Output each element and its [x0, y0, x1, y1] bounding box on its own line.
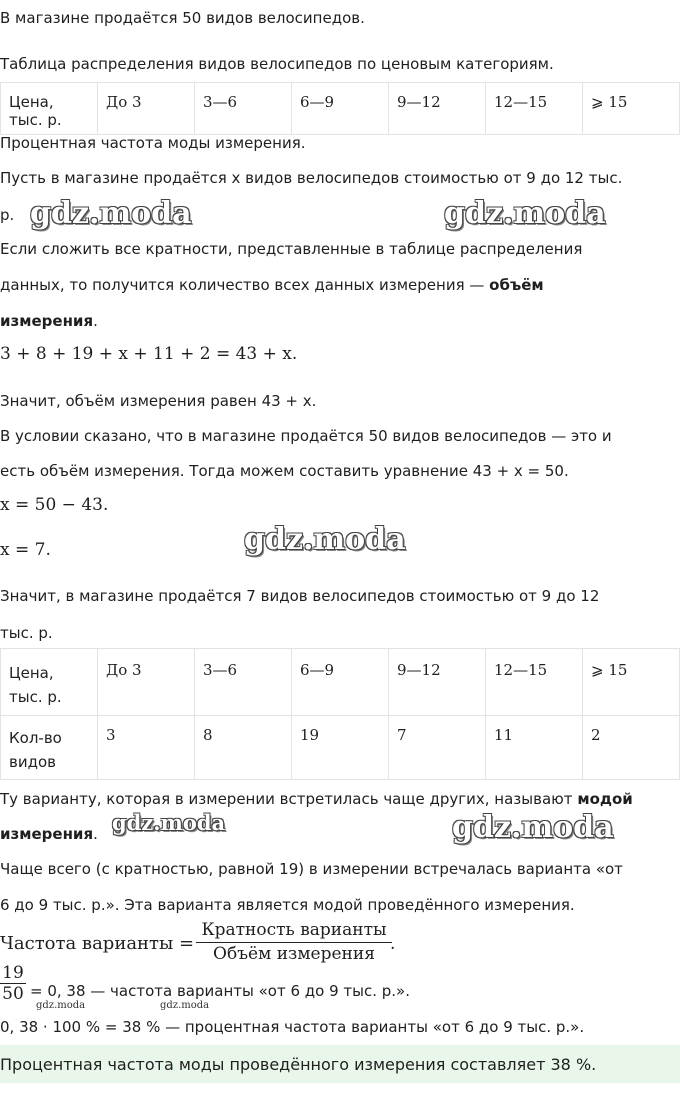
watermark-small: gdz.moda [36, 1000, 86, 1011]
paragraph-3: Значит, объём измерения равен 43 + x. [0, 392, 317, 410]
table-1-wrapper [0, 82, 680, 129]
table-2-header-cell: ⩾ 15 [583, 649, 680, 716]
paragraph-5-line-1: Значит, в магазине продаётся 7 видов велосипедов стоимостью от 9 до 12 [0, 587, 600, 605]
paragraph-6-line-1 [0, 789, 633, 809]
table-1-header-cell: 6—9 [292, 83, 389, 135]
table-1-header-cell: 9—12 [389, 83, 486, 135]
equation-sum: 3 + 8 + 19 + x + 11 + 2 = 43 + x. [0, 344, 298, 364]
equation-result: x = 7. [0, 540, 51, 560]
formula-denominator: Объём измерения [196, 942, 392, 965]
price-table-2 [0, 648, 680, 780]
paragraph-7-line-1: Чаще всего (с кратностью, равной 19) в измерении встречалась варианта «от [0, 860, 623, 878]
table-1-header-cell: Цена, тыс. р. [1, 83, 98, 135]
table-2-cell: 3 [98, 716, 195, 780]
table-1-header-cell: 3—6 [195, 83, 292, 135]
equation-subtract: x = 50 − 43. [0, 495, 109, 515]
paragraph-6-text: Ту варианту, которая в измерении встретилась чаще других, называют [0, 790, 573, 808]
paragraph-1-line-1: Пусть в магазине продаётся x видов велосипедов стоимостью от 9 до 12 тыс. [0, 169, 623, 187]
watermark-logo: gdz.moda [30, 196, 192, 231]
table-caption: Таблица распределения видов велосипедов по ценовым категориям. [0, 55, 554, 73]
percent-line: 0, 38 · 100 % = 38 % — процентная частота варианты «от 6 до 9 тыс. р.». [0, 1018, 585, 1036]
table-2-cell: 7 [389, 716, 486, 780]
frequency-line: = 0, 38 — частота варианты «от 6 до 9 тыс. р.». [30, 982, 411, 1000]
table-2-header-cell: 12—15 [486, 649, 583, 716]
watermark-small: gdz.moda [160, 1000, 210, 1011]
table-2-header-cell: 6—9 [292, 649, 389, 716]
formula-fraction [196, 919, 392, 965]
watermark-logo: gdz.moda [452, 810, 614, 845]
table-1-header-cell: ⩾ 15 [583, 83, 680, 135]
term-measurement: измерения [0, 312, 94, 330]
paragraph-1-line-2: р. [0, 206, 15, 224]
fraction-denominator: 50 [0, 983, 26, 1004]
price-table-1 [0, 82, 680, 135]
formula-numerator: Кратность варианты [201, 920, 387, 940]
intro-text: В магазине продаётся 50 видов велосипедов. [0, 9, 365, 27]
watermark-logo: gdz.moda [112, 810, 226, 835]
task-text: Процентная частота моды измерения. [0, 134, 306, 152]
table-2-cell: 8 [195, 716, 292, 780]
table-2-header-cell: Цена, тыс. р. [1, 649, 98, 716]
period: . [93, 825, 98, 843]
paragraph-2-line-1: Если сложить все кратности, представленные в таблице распределения [0, 240, 583, 258]
paragraph-6-line-2 [0, 824, 98, 844]
table-1-header-cell: До 3 [98, 83, 195, 135]
table-2-header-cell: 9—12 [389, 649, 486, 716]
fraction-19-50 [0, 963, 26, 1004]
paragraph-5-line-2: тыс. р. [0, 624, 53, 642]
period: . [93, 312, 98, 330]
answer-text: Процентная частота моды проведённого измерения составляет 38 %. [0, 1055, 597, 1074]
paragraph-4-line-1: В условии сказано, что в магазине продаётся 50 видов велосипедов — это и [0, 427, 612, 445]
paragraph-2-line-2 [0, 275, 544, 295]
formula-lhs: Частота варианты = [0, 933, 195, 954]
paragraph-2-text: данных, то получится количество всех данных измерения — [0, 276, 485, 294]
table-2-cell: 11 [486, 716, 583, 780]
table-2-cell: 2 [583, 716, 680, 780]
table-2-header-cell: До 3 [98, 649, 195, 716]
table-2-header-cell: 3—6 [195, 649, 292, 716]
paragraph-4-line-2: есть объём измерения. Тогда можем составить уравнение 43 + x = 50. [0, 462, 569, 480]
fraction-numerator: 19 [2, 963, 24, 983]
watermark-logo: gdz.moda [444, 196, 606, 231]
paragraph-7-line-2: 6 до 9 тыс. р.». Эта варианта является модой проведённого измерения. [0, 896, 575, 914]
watermark-logo: gdz.moda [244, 522, 406, 557]
term-measurement-2: измерения [0, 825, 94, 843]
paragraph-2-line-3 [0, 311, 98, 331]
table-2-cell: 19 [292, 716, 389, 780]
formula-end: . [390, 934, 396, 954]
table-1-header-cell: 12—15 [486, 83, 583, 135]
term-volume: объём [489, 276, 544, 294]
table-2-row-label: Кол-во видов [1, 716, 98, 780]
term-mode: модой [577, 790, 633, 808]
